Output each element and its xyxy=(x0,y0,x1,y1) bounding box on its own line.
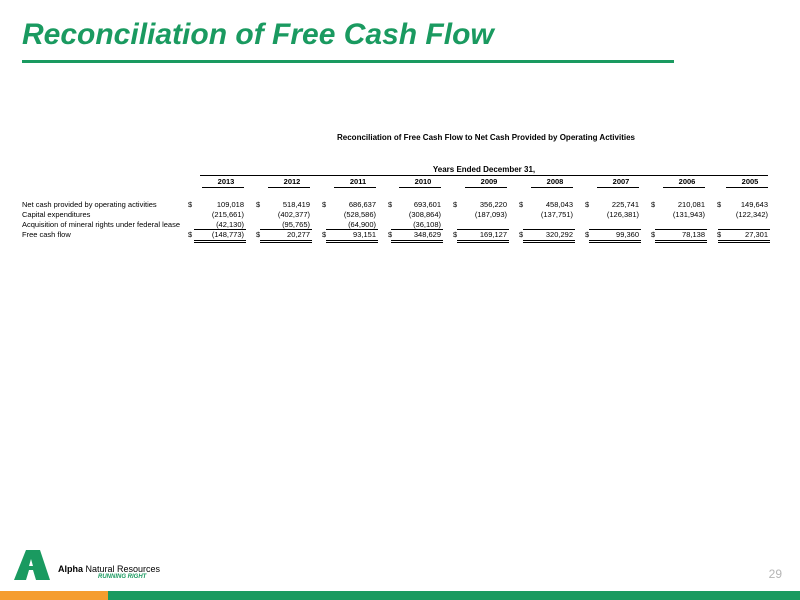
total-rule xyxy=(655,240,707,241)
table-cell: 109,018 xyxy=(216,200,244,209)
dollar-sign: $ xyxy=(388,230,393,239)
total-rule xyxy=(718,242,770,243)
alpha-logo-icon xyxy=(12,548,52,582)
year-header-rule xyxy=(465,187,507,188)
total-rule xyxy=(260,242,312,243)
table-cell: (126,381) xyxy=(606,210,639,219)
dollar-sign: $ xyxy=(388,200,393,209)
dollar-sign: $ xyxy=(519,200,524,209)
subtotal-rule xyxy=(391,229,443,230)
total-rule xyxy=(326,240,378,241)
table-cell: 348,629 xyxy=(413,230,441,239)
year-header-rule xyxy=(268,187,310,188)
company-name-rest: Natural Resources xyxy=(83,564,161,574)
table-cell: 20,277 xyxy=(287,230,310,239)
table-title: Reconciliation of Free Cash Flow to Net Cash Provided by Operating Activities xyxy=(337,133,635,142)
total-rule xyxy=(194,242,246,243)
subtotal-rule xyxy=(260,229,312,230)
year-header-2010: 2010 xyxy=(414,177,432,186)
dollar-sign: $ xyxy=(717,200,722,209)
footer-bar-orange xyxy=(0,591,108,600)
dollar-sign: $ xyxy=(651,230,656,239)
subtotal-rule xyxy=(194,229,246,230)
table-cell: 225,741 xyxy=(611,200,639,209)
dollar-sign: $ xyxy=(585,230,590,239)
table-cell: 78,138 xyxy=(682,230,705,239)
subtotal-rule xyxy=(457,229,509,230)
year-header-rule xyxy=(531,187,573,188)
page-number: 29 xyxy=(768,567,782,581)
table-cell: (308,864) xyxy=(408,210,441,219)
total-rule xyxy=(194,240,246,241)
row-label: Free cash flow xyxy=(22,230,71,239)
table-cell: 93,151 xyxy=(353,230,376,239)
total-rule xyxy=(260,240,312,241)
table-cell: (64,900) xyxy=(348,220,376,229)
year-header-rule xyxy=(663,187,705,188)
years-header-rule xyxy=(200,175,768,176)
total-rule xyxy=(655,242,707,243)
table-cell: (148,773) xyxy=(211,230,244,239)
total-rule xyxy=(391,242,443,243)
subtotal-rule xyxy=(718,229,770,230)
dollar-sign: $ xyxy=(256,200,261,209)
table-cell: 693,601 xyxy=(413,200,441,209)
table-cell: (528,586) xyxy=(343,210,376,219)
table-cell: (95,765) xyxy=(282,220,310,229)
subtotal-rule xyxy=(523,229,575,230)
table-cell: 210,081 xyxy=(677,200,705,209)
year-header-rule xyxy=(399,187,441,188)
total-rule xyxy=(718,240,770,241)
total-rule xyxy=(523,242,575,243)
total-rule xyxy=(457,242,509,243)
table-cell: (131,943) xyxy=(672,210,705,219)
slide-title: Reconciliation of Free Cash Flow xyxy=(22,18,494,51)
table-cell: (402,377) xyxy=(277,210,310,219)
dollar-sign: $ xyxy=(188,230,193,239)
table-cell: (215,661) xyxy=(211,210,244,219)
dollar-sign: $ xyxy=(453,230,458,239)
table-cell: (36,108) xyxy=(413,220,441,229)
year-header-rule xyxy=(726,187,768,188)
table-cell: 458,043 xyxy=(545,200,573,209)
year-header-2006: 2006 xyxy=(678,177,696,186)
table-cell: (137,751) xyxy=(540,210,573,219)
year-header-2013: 2013 xyxy=(217,177,235,186)
company-name-bold: Alpha xyxy=(58,564,84,574)
year-header-2008: 2008 xyxy=(546,177,564,186)
dollar-sign: $ xyxy=(322,200,327,209)
year-header-2005: 2005 xyxy=(741,177,759,186)
total-rule xyxy=(457,240,509,241)
title-underline xyxy=(22,60,674,63)
subtotal-rule xyxy=(655,229,707,230)
company-tagline: RUNNING RIGHT xyxy=(98,574,147,580)
table-cell: 149,643 xyxy=(740,200,768,209)
table-cell: 169,127 xyxy=(479,230,507,239)
total-rule xyxy=(326,242,378,243)
dollar-sign: $ xyxy=(188,200,193,209)
total-rule xyxy=(391,240,443,241)
footer-bar-green xyxy=(108,591,800,600)
dollar-sign: $ xyxy=(519,230,524,239)
year-header-rule xyxy=(202,187,244,188)
year-header-2012: 2012 xyxy=(283,177,301,186)
year-header-2011: 2011 xyxy=(349,177,367,186)
total-rule xyxy=(589,240,641,241)
table-cell: 27,301 xyxy=(745,230,768,239)
total-rule xyxy=(523,240,575,241)
table-cell: (42,130) xyxy=(216,220,244,229)
subtotal-rule xyxy=(326,229,378,230)
dollar-sign: $ xyxy=(651,200,656,209)
table-cell: 99,360 xyxy=(616,230,639,239)
years-header: Years Ended December 31, xyxy=(432,165,536,174)
subtotal-rule xyxy=(589,229,641,230)
table-cell: (122,342) xyxy=(735,210,768,219)
year-header-rule xyxy=(334,187,376,188)
dollar-sign: $ xyxy=(717,230,722,239)
table-cell: 356,220 xyxy=(479,200,507,209)
dollar-sign: $ xyxy=(322,230,327,239)
row-label: Acquisition of mineral rights under federal lease xyxy=(22,220,181,229)
dollar-sign: $ xyxy=(256,230,261,239)
year-header-2007: 2007 xyxy=(612,177,630,186)
table-cell: 686,637 xyxy=(348,200,376,209)
row-label: Net cash provided by operating activities xyxy=(22,200,157,209)
year-header-rule xyxy=(597,187,639,188)
table-cell: (187,093) xyxy=(474,210,507,219)
company-name xyxy=(58,564,160,574)
total-rule xyxy=(589,242,641,243)
row-label: Capital expenditures xyxy=(22,210,91,219)
dollar-sign: $ xyxy=(453,200,458,209)
table-cell: 320,292 xyxy=(545,230,573,239)
year-header-2009: 2009 xyxy=(480,177,498,186)
dollar-sign: $ xyxy=(585,200,590,209)
table-cell: 518,419 xyxy=(282,200,310,209)
